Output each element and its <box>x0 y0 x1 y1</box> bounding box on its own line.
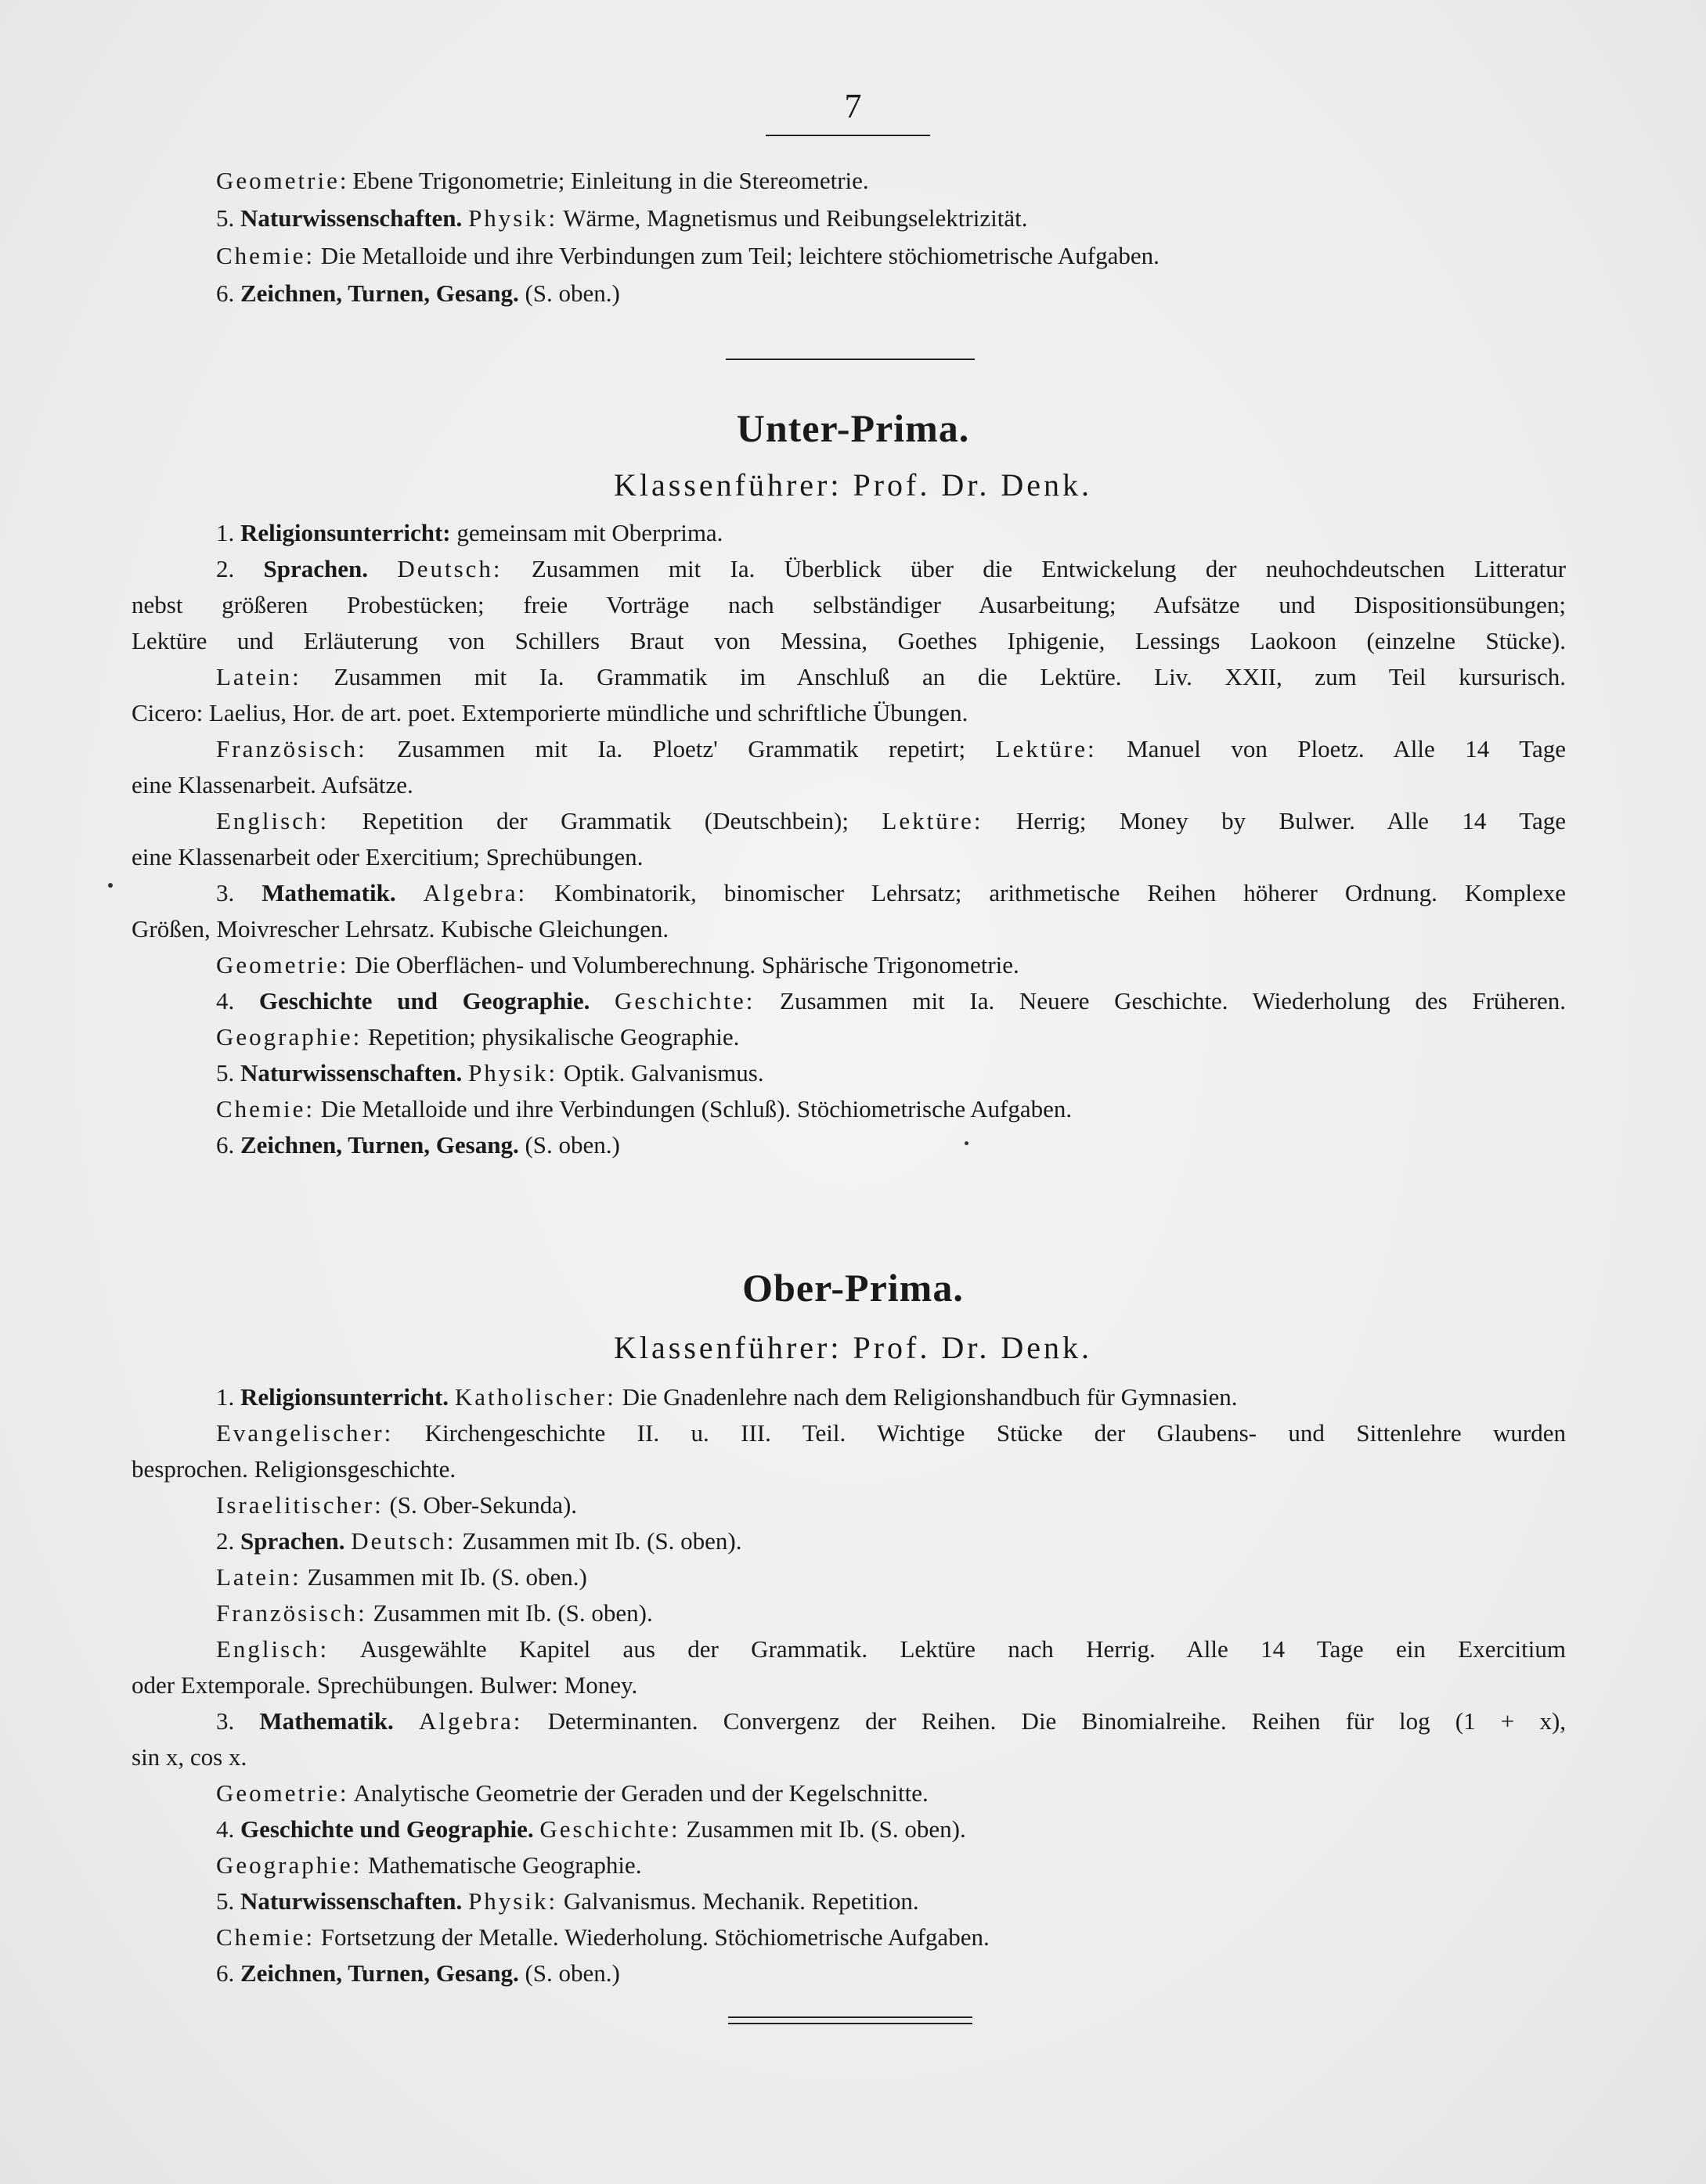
text-line: Geographie: Repetition; physikalische Geographie. <box>216 1023 740 1051</box>
text-line: 1. Religionsunterricht. Katholischer: Die Gnadenlehre nach dem Religionshandbuch für Gymnasien. <box>216 1383 1238 1411</box>
text-line: 4. Geschichte und Geographie. Geschichte: Zusammen mit Ib. (S. oben). <box>216 1815 966 1843</box>
class-leader-ober-prima: Klassenführer: Prof. Dr. Denk. <box>614 1330 1092 1365</box>
text-line: Israelitischer: (S. Ober-Sekunda). <box>216 1491 578 1519</box>
text-line: 6. Zeichnen, Turnen, Gesang. (S. oben.) <box>216 1959 620 1987</box>
text-line: eine Klassenarbeit oder Exercitium; Sprechübungen. <box>132 843 644 870</box>
text-line: Evangelischer: Kirchengeschichte II. u. III. Teil. Wichtige Stücke der Glaubens- und Sittenlehre wurden <box>216 1419 1566 1447</box>
class-leader-unter-prima: Klassenführer: Prof. Dr. Denk. <box>614 467 1092 503</box>
text-line: Französisch: Zusammen mit Ia. Ploetz' Grammatik repetirt; Lektüre: Manuel von Ploetz. Alle 14 Tage <box>216 735 1566 762</box>
section-heading-unter-prima: Unter-Prima. <box>736 406 970 450</box>
text-line: eine Klassenarbeit. Aufsätze. <box>132 771 413 798</box>
text-line: 2. Sprachen. Deutsch: Zusammen mit Ib. (S. oben). <box>216 1527 742 1555</box>
text-line: 1. Religionsunterricht: gemeinsam mit Oberprima. <box>216 519 723 546</box>
text-line: Latein: Zusammen mit Ia. Grammatik im Anschluß an die Lektüre. Liv. XXII, zum Teil kursurisch. <box>216 663 1566 690</box>
text-line: 5. Naturwissenschaften. Physik: Optik. Galvanismus. <box>216 1059 764 1087</box>
text-line: oder Extemporale. Sprechübungen. Bulwer: Money. <box>132 1671 638 1699</box>
text-line: sin x, cos x. <box>132 1743 247 1771</box>
text-line: 4. Geschichte und Geographie. Geschichte: Zusammen mit Ia. Neuere Geschichte. Wiederholung des Früheren. <box>216 987 1567 1015</box>
text-line: Geometrie: Ebene Trigonometrie; Einleitung in die Stereometrie. <box>216 167 869 194</box>
text-line: Englisch: Ausgewählte Kapitel aus der Grammatik. Lektüre nach Herrig. Alle 14 Tage ein Exercitium <box>216 1635 1566 1663</box>
text-line: Chemie: Die Metalloide und ihre Verbindungen (Schluß). Stöchiometrische Aufgaben. <box>216 1095 1073 1123</box>
text-line: 5. Naturwissenschaften. Physik: Wärme, Magnetismus und Reibungselektrizität. <box>216 204 1028 232</box>
ink-speck <box>108 883 113 888</box>
text-line: 3. Mathematik. Algebra: Determinanten. Convergenz der Reihen. Die Binomialreihe. Reihen für log (1 + x), <box>216 1707 1567 1735</box>
text-line: Chemie: Fortsetzung der Metalle. Wiederholung. Stöchiometrische Aufgaben. <box>216 1923 990 1951</box>
text-line: Französisch: Zusammen mit Ib. (S. oben). <box>216 1599 653 1627</box>
text-line: Geometrie: Die Oberflächen- und Volumberechnung. Sphärische Trigonometrie. <box>216 951 1019 978</box>
header-rule <box>766 135 930 136</box>
ink-speck <box>965 1141 968 1145</box>
text-line: 3. Mathematik. Algebra: Kombinatorik, binomischer Lehrsatz; arithmetische Reihen höherer Ordnung. Komplexe <box>216 879 1567 906</box>
section-heading-ober-prima: Ober-Prima. <box>742 1266 964 1310</box>
text-line: 6. Zeichnen, Turnen, Gesang. (S. oben.) <box>216 279 620 307</box>
page-number: 7 <box>844 87 862 125</box>
text-line: Chemie: Die Metalloide und ihre Verbindungen zum Teil; leichtere stöchiometrische Aufgaben. <box>216 242 1160 269</box>
text-line: Englisch: Repetition der Grammatik (Deutschbein); Lektüre: Herrig; Money by Bulwer. Alle 14 Tage <box>216 807 1567 834</box>
end-rule <box>728 2016 972 2024</box>
text-line: 2. Sprachen. Deutsch: Zusammen mit Ia. Überblick über die Entwickelung der neuhochdeutschen Litteratur <box>216 555 1567 582</box>
text-line: 5. Naturwissenschaften. Physik: Galvanismus. Mechanik. Repetition. <box>216 1887 919 1915</box>
text-line: besprochen. Religionsgeschichte. <box>132 1455 456 1483</box>
text-line: Geographie: Mathematische Geographie. <box>216 1851 642 1879</box>
text-line: Cicero: Laelius, Hor. de art. poet. Extemporierte mündliche und schriftliche Übungen. <box>132 699 968 726</box>
text-line: Größen, Moivrescher Lehrsatz. Kubische Gleichungen. <box>132 915 669 942</box>
section-rule <box>726 359 975 360</box>
text-line: nebst größeren Probestücken; freie Vorträge nach selbständiger Ausarbeitung; Aufsätze und Dispositionsübungen; <box>132 591 1566 618</box>
text-line: Geometrie: Analytische Geometrie der Geraden und der Kegelschnitte. <box>216 1779 929 1807</box>
text-line: Lektüre und Erläuterung von Schillers Braut von Messina, Goethes Iphigenie, Lessings Laokoon (einzelne Stücke). <box>132 627 1566 654</box>
text-line: Latein: Zusammen mit Ib. (S. oben.) <box>216 1563 587 1591</box>
text-line: 6. Zeichnen, Turnen, Gesang. (S. oben.) <box>216 1131 620 1159</box>
